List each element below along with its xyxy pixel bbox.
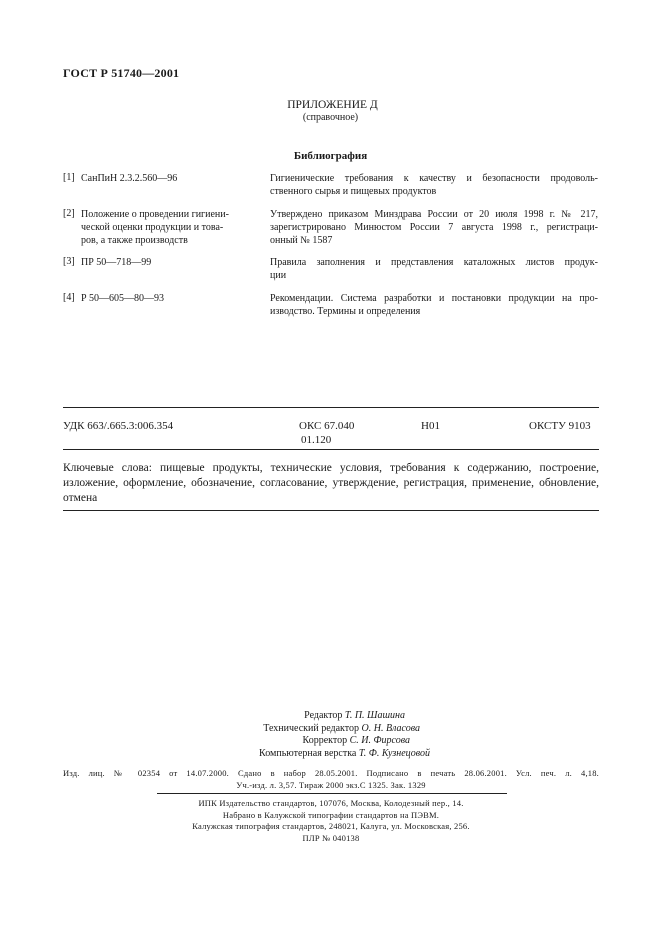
bib-entry-description: Правила заполнения и представления каталожных листов продук- ции bbox=[270, 257, 598, 281]
bib-entry-number: [1] bbox=[63, 172, 75, 183]
bib-entry-description: Гигиенические требования к качеству и безопасности продоволь- ственного сырья и пищевых продуктов bbox=[270, 173, 598, 197]
credit-line: Технический редактор О. Н. Власова bbox=[263, 722, 420, 734]
appendix-title: ПРИЛОЖЕНИЕ Д bbox=[287, 99, 378, 111]
credit-line: Корректор С. И. Фирсова bbox=[302, 735, 410, 746]
bib-entry-number: [2] bbox=[63, 208, 75, 219]
printing-info: ИПК Издательство стандартов, 107076, Москва, Колодезный пер., 14. Набрано в Калужской типографии стандартов на ПЭВМ. Калужская типография стандартов, 248021, Калуга, ул. Московская, 256. ПЛР № 040138 bbox=[192, 798, 470, 843]
top-divider bbox=[63, 407, 599, 408]
credit-line: Компьютерная верстка Т. Ф. Кузнецовой bbox=[259, 747, 430, 759]
keywords: Ключевые слова: пищевые продукты, технические условия, требования к содержанию, построение, изложение, оформление, обозначение, согласование, утверждение, регистрация, применение, обновление, отмена bbox=[63, 462, 599, 504]
okstu-code: ОКСТУ 9103 bbox=[529, 420, 591, 432]
print-divider bbox=[157, 793, 507, 794]
bib-entry-number: [3] bbox=[63, 256, 75, 267]
category-code: Н01 bbox=[421, 420, 440, 432]
bib-entry-source: Р 50—605—80—93 bbox=[81, 293, 165, 304]
credits-block bbox=[180, 710, 470, 760]
bib-entry-number: [4] bbox=[63, 292, 75, 303]
bib-entry-description: Утверждено приказом Минздрава России от 20 июля 1998 г. № 217, зарегистрировано Минюстом России 7 августа 1998 г., регистраци- онный № 1587 bbox=[270, 209, 598, 246]
udk-code: УДК 663/.665.3:006.354 bbox=[63, 420, 174, 432]
bib-entry-source: Положение о проведении гигиени- ческой оценки продукции и това- ров, а также производств bbox=[81, 209, 229, 246]
bib-entry-description: Рекомендации. Система разработки и постановки продукции на про- изводство. Термины и определения bbox=[270, 293, 598, 317]
credit-line: Редактор Т. П. Шашина bbox=[304, 710, 405, 721]
oks-code: ОКС 67.040 01.120 bbox=[299, 420, 355, 446]
appendix-subtitle: (справочное) bbox=[302, 112, 359, 123]
publication-info: Изд. лиц. № 02354 от 14.07.2000. Сдано в набор 28.05.2001. Подписано в печать 28.06.2001. Усл. печ. л. 4,18. Уч.-изд. л. 3,57. Тираж 2000 экз.С 1325. Зак. 1329 bbox=[63, 768, 599, 790]
bottom-divider bbox=[63, 510, 599, 511]
middle-divider bbox=[63, 449, 599, 450]
document-header: ГОСТ Р 51740—2001 bbox=[63, 66, 180, 80]
bib-entry-source: ПР 50—718—99 bbox=[81, 257, 152, 268]
bibliography-title: Библиография bbox=[293, 150, 368, 162]
bib-entry-source: СанПиН 2.3.2.560—96 bbox=[81, 173, 178, 184]
